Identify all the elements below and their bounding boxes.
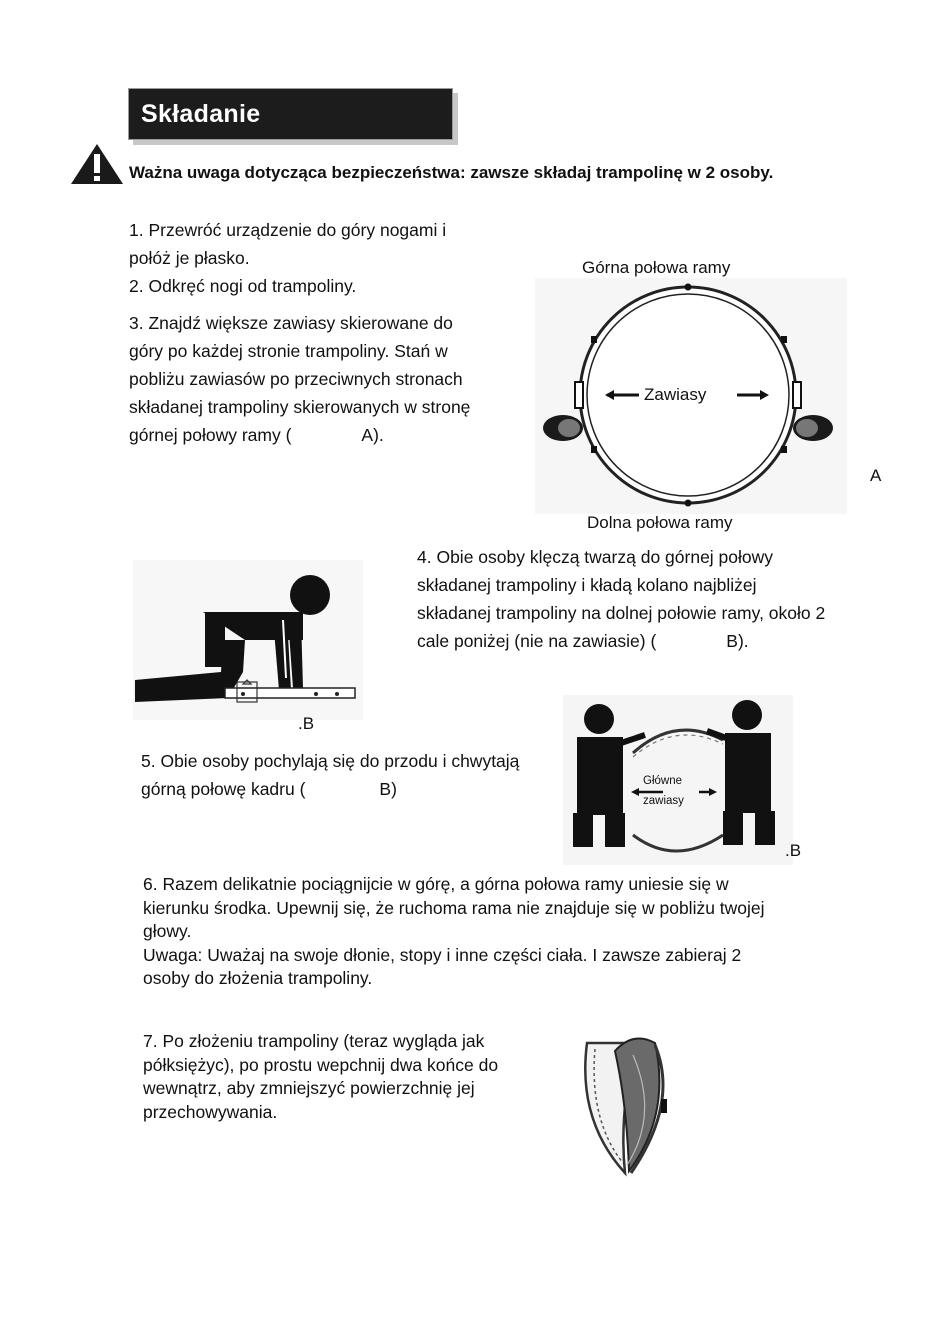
diagram-a-hinges-label: Zawiasy bbox=[644, 385, 707, 404]
step-2: 2. Odkręć nogi od trampoliny. bbox=[129, 276, 357, 296]
step-3-line: pobliżu zawiasów po przeciwnych stronach bbox=[129, 369, 463, 389]
step-3-line: górnej połowy ramy ( A). bbox=[129, 425, 384, 445]
kneeling-person-illustration bbox=[133, 560, 363, 720]
step-6: 6. Razem delikatnie pociągnijcie w górę, a górna połowa ramy uniesie się w kierunku środka. Upewnij się, że ruchoma rama nie znajduje się w pobliżu twojej głowy. Uwaga: Uważaj na swoje dłonie, stopy i inne części ciała. I zawsze zabieraj 2 osoby do złożenia trampoliny. bbox=[143, 874, 765, 988]
step-3-line: góry po każdej stronie trampoliny. Stań w bbox=[129, 341, 448, 361]
diagram-a-label: A bbox=[870, 466, 882, 485]
safety-warning: Ważna uwaga dotycząca bezpieczeństwa: zawsze składaj trampolinę w 2 osoby. bbox=[129, 163, 774, 182]
step-4: 4. Obie osoby klęczą twarzą do górnej połowy składanej trampoliny i kładą kolano najbliżej składanej trampoliny na dolnej połowie ramy, około 2 cale poniżej (nie na zawiasie) ( B). bbox=[417, 547, 826, 651]
warning-icon bbox=[69, 142, 125, 186]
step-5: 5. Obie osoby pochylają się do przodu i chwytają górną połowę kadru ( B) bbox=[141, 751, 520, 799]
figure-b1-label: .B bbox=[298, 714, 315, 733]
diagram-a-bottom-label: Dolna połowa ramy bbox=[587, 513, 733, 532]
figure-b2-label: .B bbox=[785, 841, 802, 860]
step-3-line: składanej trampoliny skierowanych w stronę bbox=[129, 397, 471, 417]
section-title: Składanie bbox=[141, 100, 261, 128]
diagram-a-top-label: Górna połowa ramy bbox=[582, 258, 731, 277]
step-7: 7. Po złożeniu trampoliny (teraz wygląda jak półksiężyc), po prostu wepchnij dwa końce do wewnątrz, aby zmniejszyć powierzchnię jej przechowywania. bbox=[143, 1031, 499, 1122]
main-hinges-label-1: Główne bbox=[643, 775, 682, 787]
main-hinges-label-2: zawiasy bbox=[643, 795, 684, 807]
step-1-line: połóż je płasko. bbox=[129, 248, 250, 268]
step-3-line: 3. Znajdź większe zawiasy skierowane do bbox=[129, 313, 453, 333]
folded-trampoline-illustration bbox=[575, 1025, 685, 1180]
steps-1-3 bbox=[129, 216, 470, 449]
step-1-line: 1. Przewróć urządzenie do góry nogami i bbox=[129, 220, 447, 240]
